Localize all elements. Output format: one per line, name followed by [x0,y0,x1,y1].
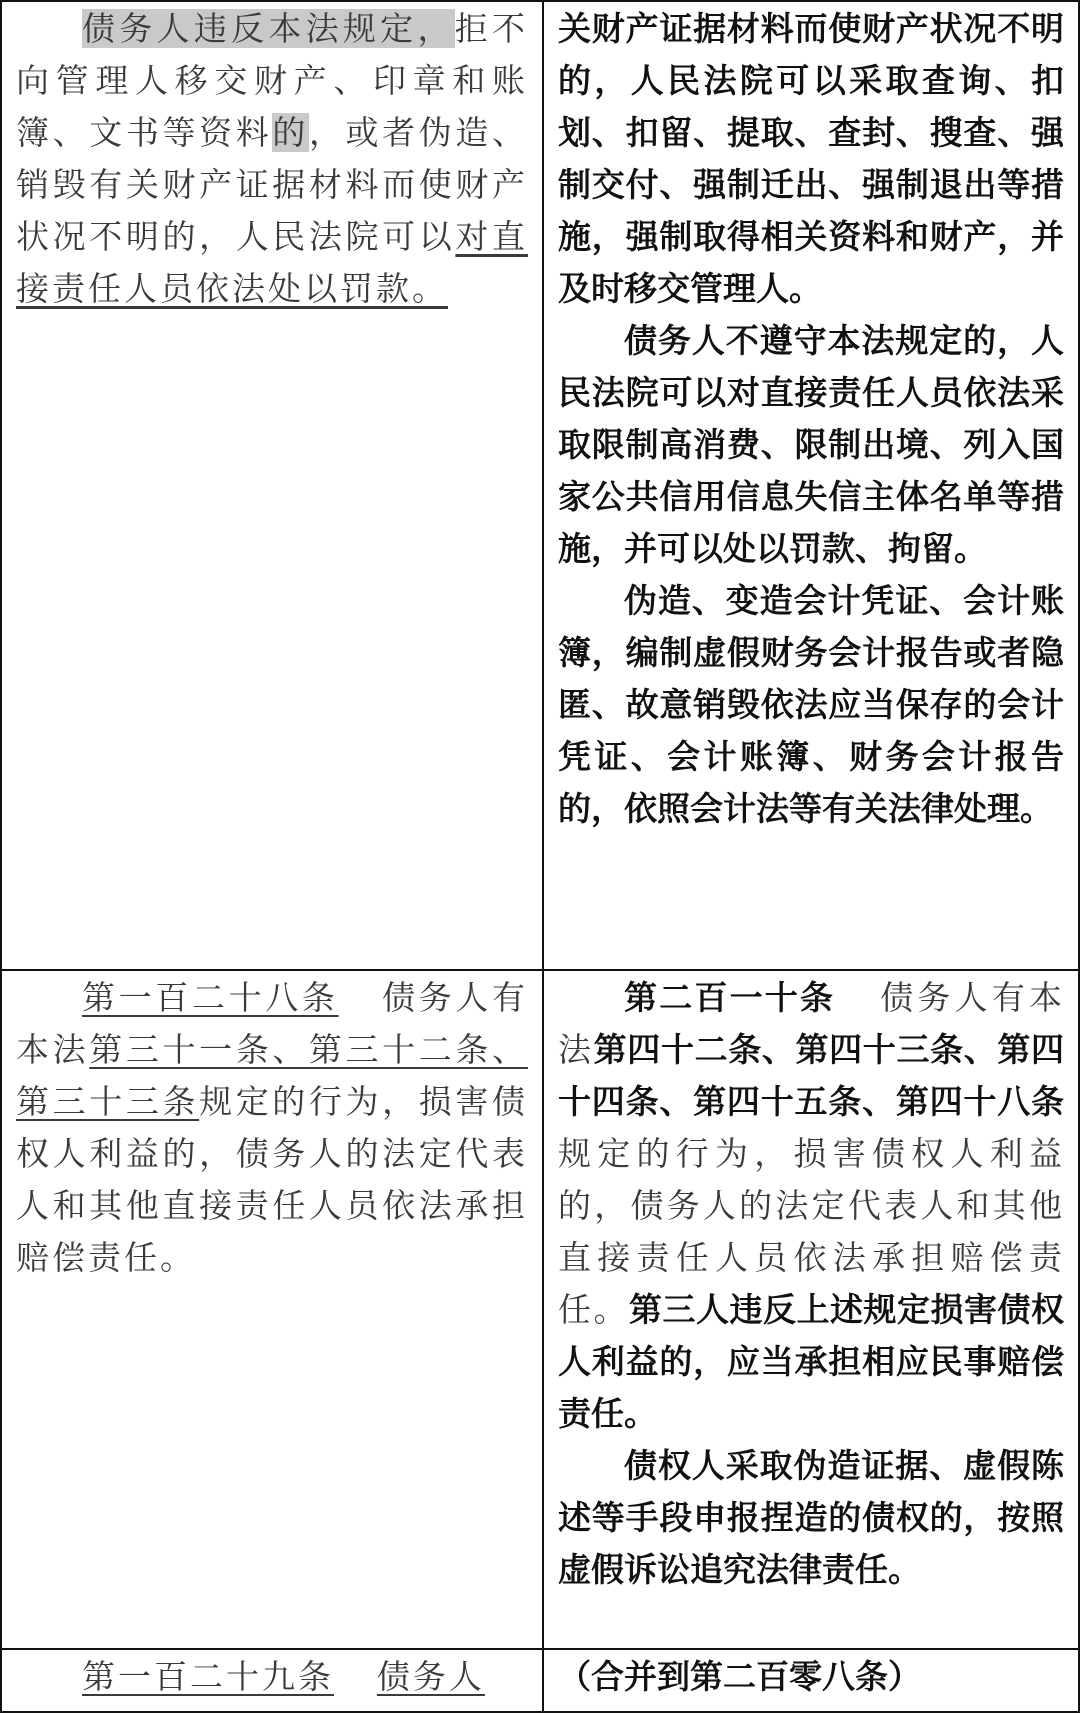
new-paragraph: 债权人采取伪造证据、虚假陈述等手段申报捏造的债权的，按照虚假诉讼追究法律责任。 [558,1446,1064,1589]
new-text: 规定的行为，损害债权人利益的，债务人的法定代表人和其他直接责任人员依法承担赔偿责任。 [558,1134,1064,1329]
article-references: 第四十二条、第四十三条、第四十四条、第四十五条、第四十八条 [558,1030,1065,1121]
article-number [82,1657,485,1696]
article-references: 第三十一条、第三十二条、第三十三条 [16,1030,529,1121]
new-paragraph: 关财产证据材料而使财产状况不明的，人民法院可以采取查询、扣划、扣留、提取、查封、搜查、强制交付、强制迁出、强制退出等措施，强制取得相关资料和财产，并及时移交管理人。 [558,9,1064,308]
new-law-cell [543,1649,1079,1712]
article-number: 第二百一十条 [624,978,836,1017]
old-text: 规定的行为，损害债权人利益的，债务人的法定代表人和其他直接责任人员依法承担赔偿责任。 [16,1082,529,1277]
old-text: 债务人 [376,1657,485,1696]
old-paragraph [16,3,528,315]
old-law-cell [1,1,543,970]
new-law-cell [543,1,1079,970]
old-text: 拒不向管理人移交财产、印章和账簿、文书等资料 [16,9,529,152]
old-paragraph [16,972,528,1284]
underlined-text: 对直接责任人员依法处以罚款。 [16,217,529,308]
old-paragraph [16,1651,528,1703]
table-row [1,970,1079,1649]
table-row [1,1649,1079,1712]
old-law-cell [1,1649,543,1712]
new-paragraph: 债务人不遵守本法规定的，人民法院可以对直接责任人员依法采取限制高消费、限制出境、列入国家公共信用信息失信主体名单等措施，并可以处以罚款、拘留。 [558,321,1064,568]
highlighted-text: 的 [272,113,309,152]
new-law-cell [543,970,1079,1649]
table-row [1,1,1079,970]
article-number-text: 第一百二十九条 [82,1657,334,1696]
merge-note: （合并到第二百零八条） [558,1657,921,1696]
new-paragraph: 伪造、变造会计凭证、会计账簿，编制虚假财务会计报告或者隐匿、故意销毁依法应当保存的会计凭证、会计账簿、财务会计报告的，依照会计法等有关法律处理。 [558,581,1064,828]
article-number: 第一百二十八条 [82,978,339,1017]
old-text: ，或者伪造、销毁有关财产证据材料而使财产状况不明的，人民法院可以 [16,113,529,256]
new-text: 第三人违反上述规定损害债权人利益的，应当承担相应民事赔偿责任。 [558,1290,1064,1433]
new-paragraph [558,972,1064,1440]
old-law-cell [1,970,543,1649]
old-text: 债务人有本法 [16,978,529,1069]
new-text: 债务人有本法 [558,978,1065,1069]
highlighted-text: 债务人违反本法规定， [82,9,455,48]
